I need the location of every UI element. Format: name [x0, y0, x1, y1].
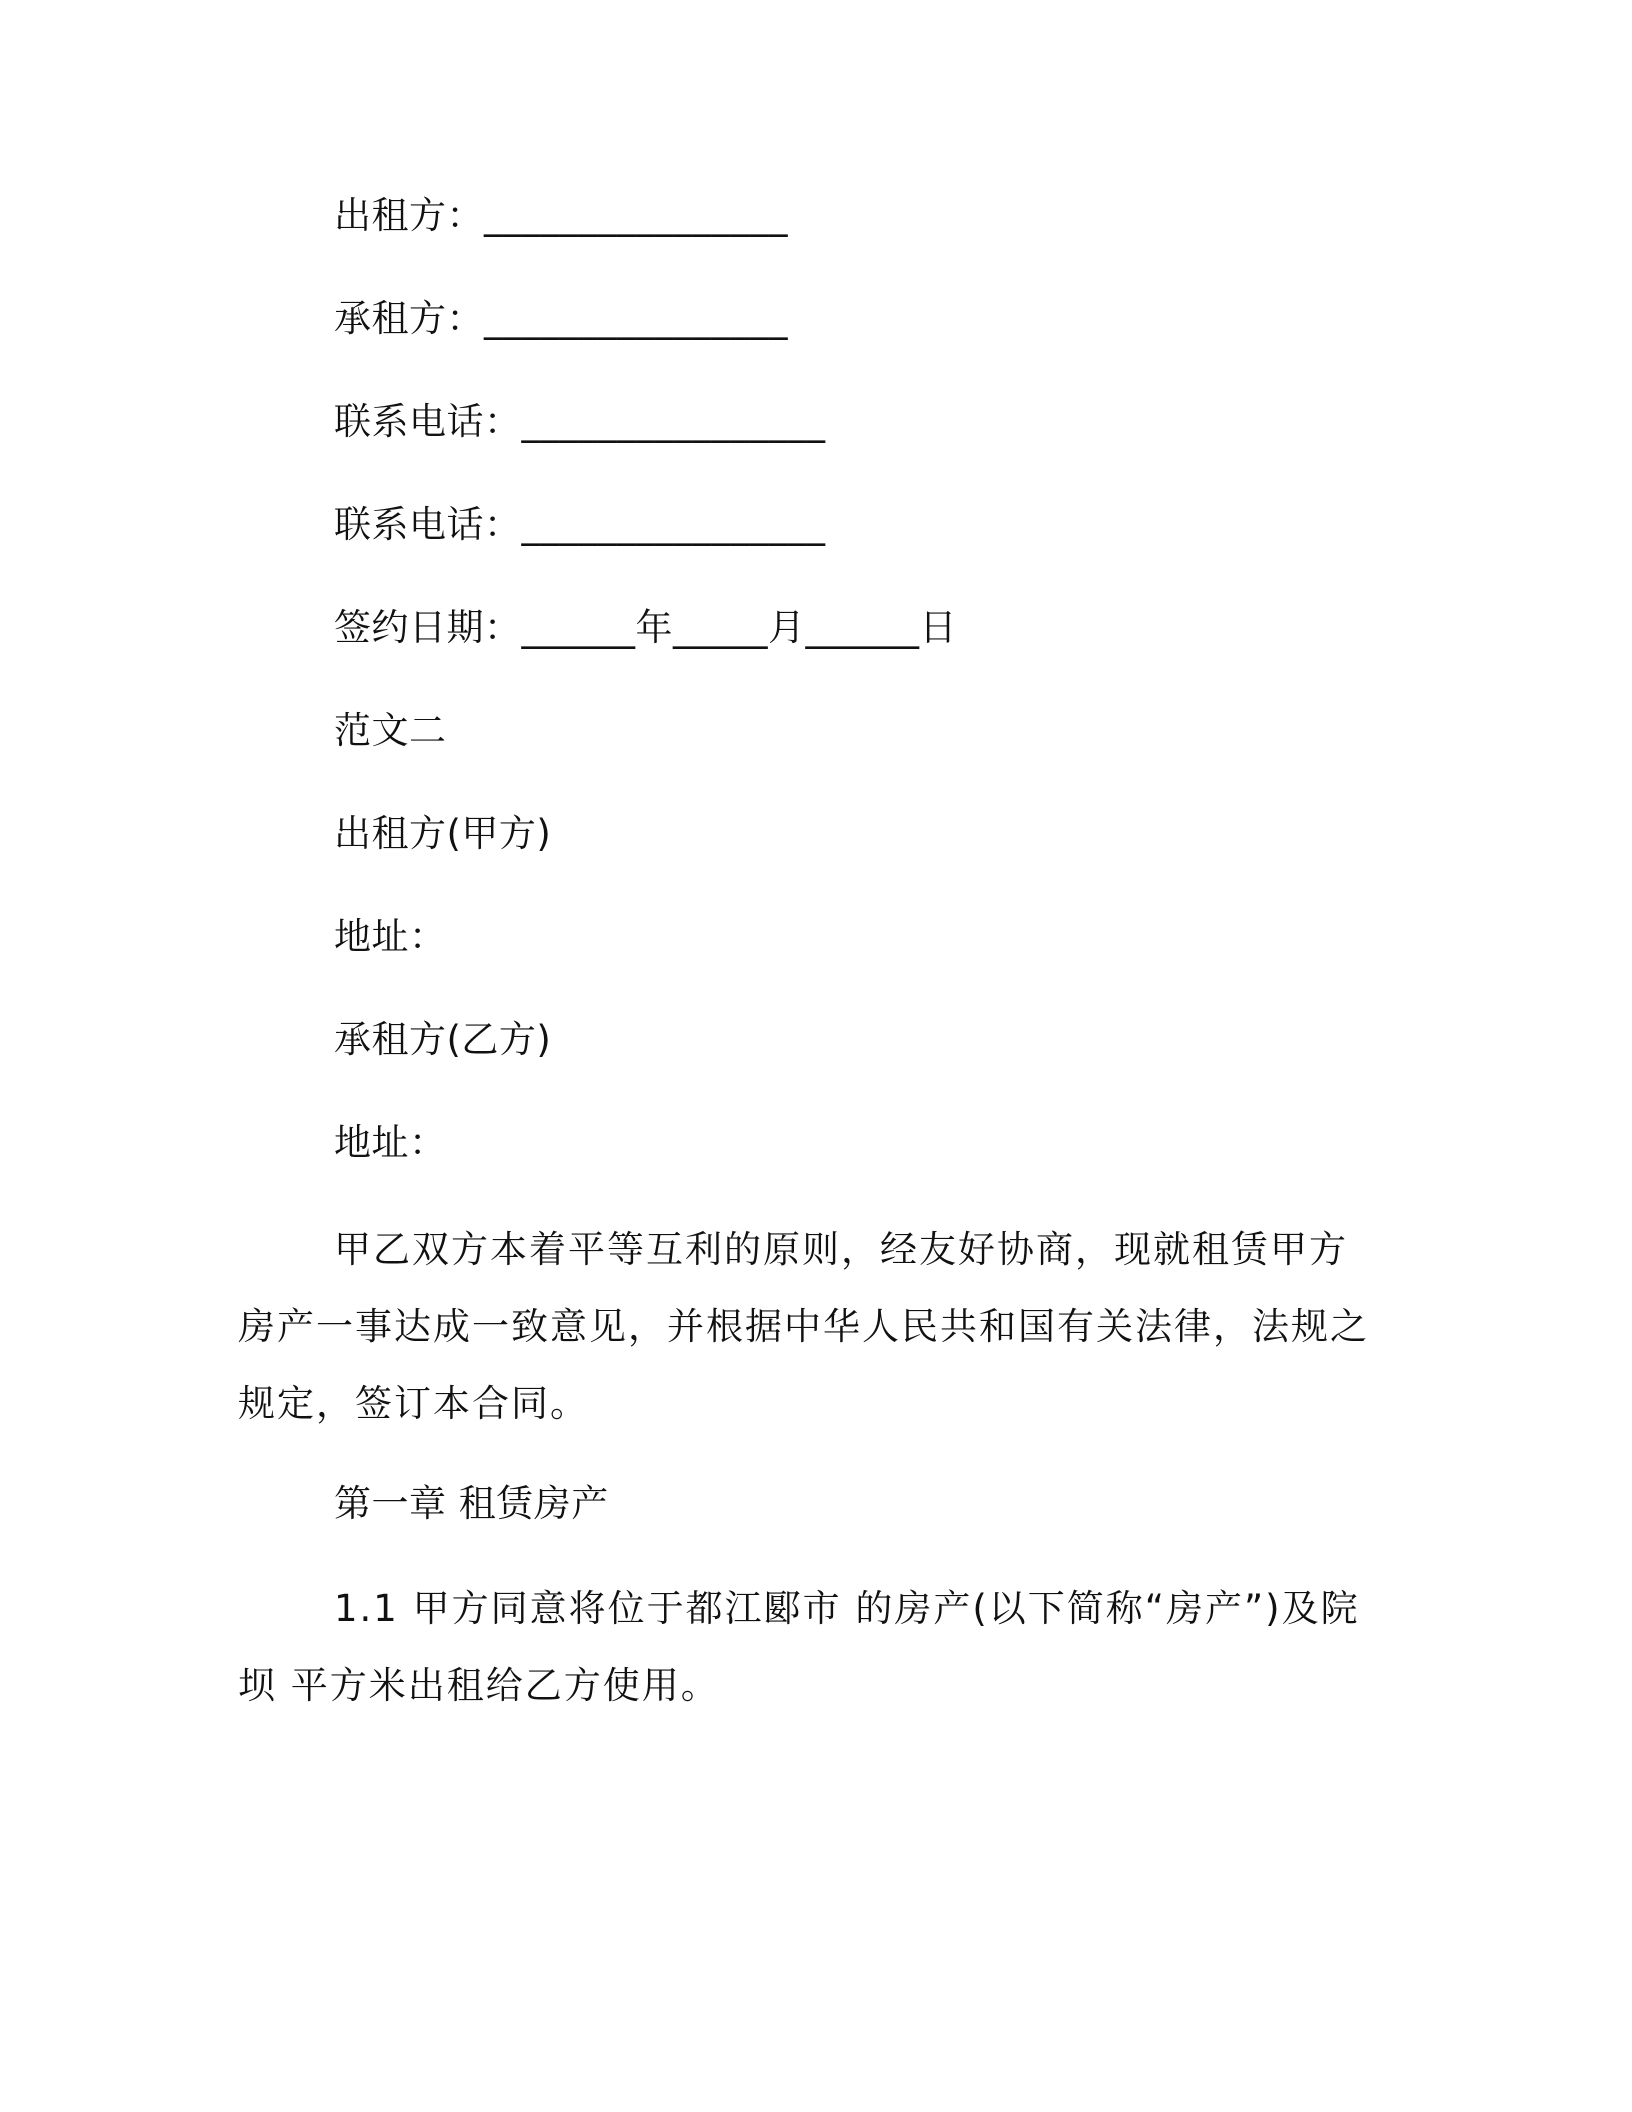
party-a-label: 出租方(甲方) [334, 812, 552, 855]
contact-phone-line-2: 联系电话：________________ [334, 503, 826, 546]
preamble-text: 甲乙双方本着平等互利的原则，经友好协商，现就租赁甲方房产一事达成一致意见，并根据中华人民共和国有关法律，法规之规定，签订本合同。 [238, 1228, 1369, 1425]
party-a-address-label: 地址： [334, 915, 447, 958]
chapter-one-heading: 第一章 租赁房产 [334, 1482, 609, 1525]
party-b-address-label: 地址： [334, 1121, 447, 1164]
clause-1-1-text: 1.1 甲方同意将位于都江郾市 的房产(以下简称“房产”)及院坝 平方米出租给乙方使用。 [238, 1587, 1360, 1707]
party-b-label: 承租方(乙方) [334, 1018, 552, 1061]
lessee-signature-line: 承租方：________________ [334, 297, 788, 340]
signing-date-line: 签约日期：______年_____月______日 [334, 606, 957, 649]
clause-1-1-paragraph [238, 1570, 1378, 1724]
contact-phone-line: 联系电话：________________ [334, 400, 826, 443]
section-heading-sample-two: 范文二 [334, 709, 447, 752]
preamble-paragraph [238, 1211, 1378, 1442]
lessor-signature-line: 出租方：________________ [334, 194, 788, 237]
